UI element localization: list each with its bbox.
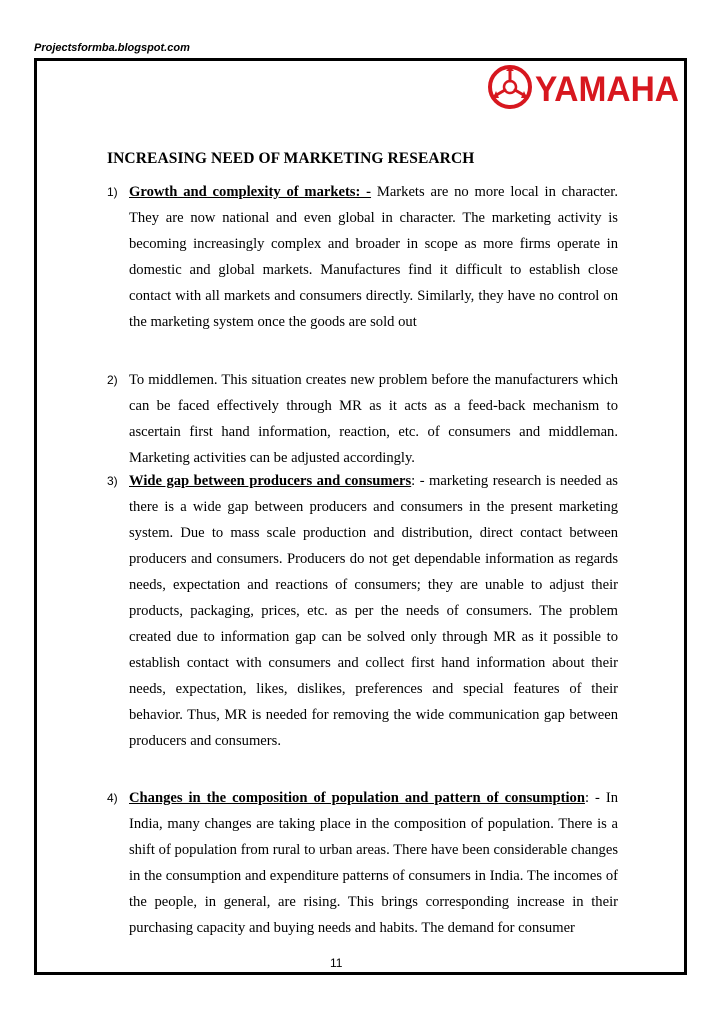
item-number: 4): [107, 791, 118, 805]
item-lead: Wide gap between producers and consumers: [129, 473, 412, 489]
item-body: [129, 785, 618, 941]
item-number: 2): [107, 373, 118, 387]
page-number: 11: [330, 956, 343, 970]
item-number: 1): [107, 185, 118, 199]
yamaha-emblem-icon: [490, 67, 530, 107]
item-text: : - In India, many changes are taking place in the composition of population. There is a shift of population from rural to urban areas. There have been considerable changes in the consumption and expenditure patterns of consumers in India. The incomes of the people, in general, are rising. This brings corresponding increase in their purchasing capacity and buying needs and habits. The demand for consumer: [129, 790, 618, 936]
yamaha-logo: [486, 63, 682, 111]
item-text: : - marketing research is needed as there is a wide gap between producers and consumers in the present marketing system. Due to mass scale production and distribution, direct contact between producers and consumers. Producers do not get dependable information as regards needs, expectation and reactions of consumers; they are unable to adjust their products, packaging, prices, etc. as per the needs of consumers. The problem created due to information gap can be solved only through MR as it possible to establish contact with consumers and collect first hand information about their needs, expectation, likes, dislikes, preferences and special features of their behavior. Thus, MR is needed for removing the wide communication gap between producers and consumers.: [129, 473, 618, 749]
item-text: Markets are no more local in character. They are now national and even global in character. The marketing activity is becoming increasingly complex and broader in scope as more firms operate in domestic and global markets. Manufactures find it difficult to establish close contact with all markets and consumers directly. Similarly, they have no control on the marketing system once the goods are sold out: [129, 184, 618, 330]
logo-wordmark: YAMAHA: [535, 70, 679, 109]
item-number: 3): [107, 474, 118, 488]
item-lead: Changes in the composition of population and pattern of consumption: [129, 790, 585, 806]
site-url: Projectsformba.blogspot.com: [34, 42, 190, 54]
item-body: [129, 468, 618, 754]
page-heading: INCREASING NEED OF MARKETING RESEARCH: [107, 150, 475, 167]
item-body: [129, 179, 618, 335]
item-lead: Growth and complexity of markets: -: [129, 184, 372, 200]
item-body: [129, 367, 618, 471]
item-text: To middlemen. This situation creates new problem before the manufacturers which can be faced effectively through MR as it acts as a feed-back mechanism to ascertain first hand information, reaction, etc. of consumers and middleman. Marketing activities can be adjusted accordingly.: [129, 372, 618, 466]
